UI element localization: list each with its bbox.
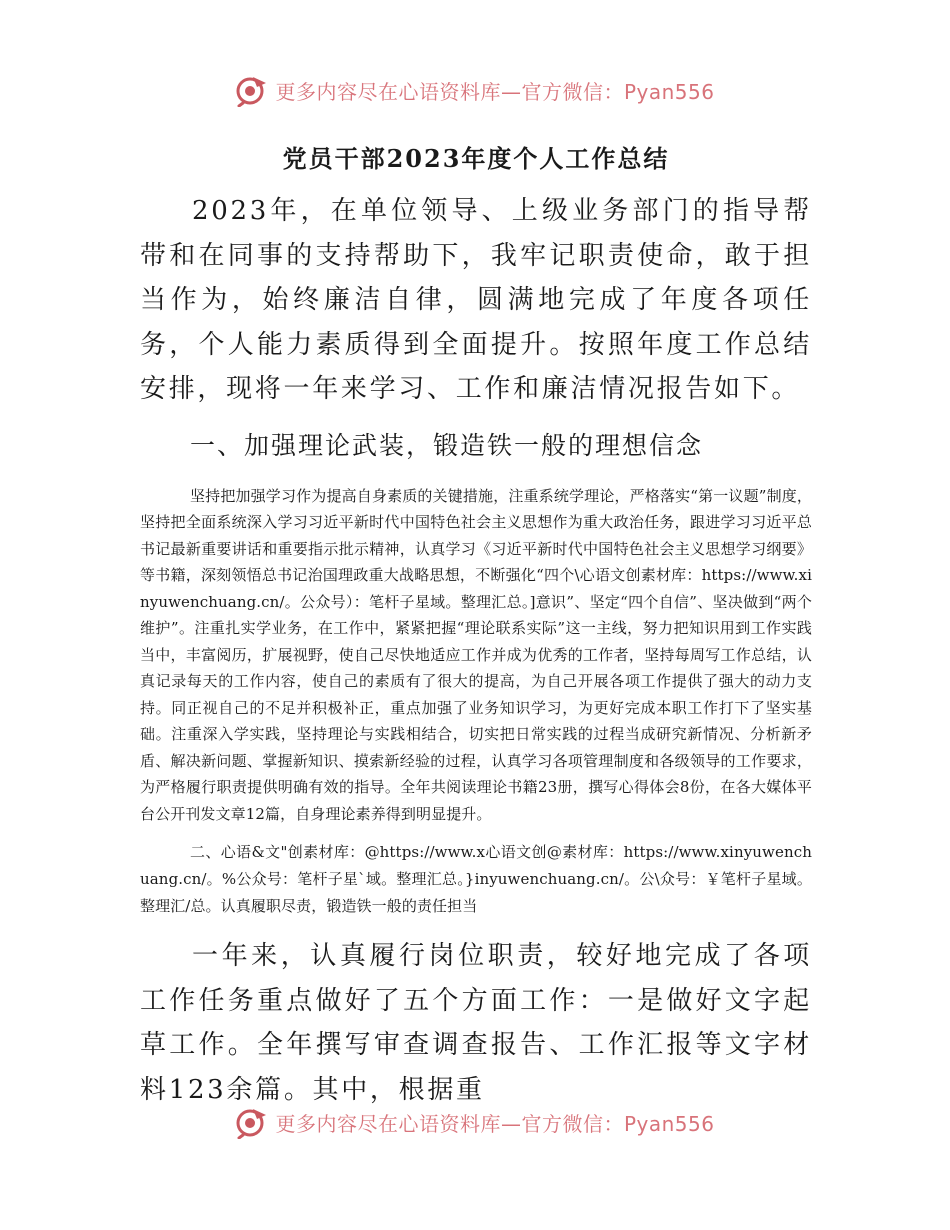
section2-body: 一年来，认真履行岗位职责，较好地完成了各项工作任务重点做好了五个方面工作：一是做好文字起草工作。全年撰写审查调查报告、工作汇报等文字材料123余篇。其中，根据重: [140, 941, 812, 1105]
document-title: 党员干部2023年度个人工作总结: [282, 144, 670, 173]
header-watermark-banner: [0, 70, 950, 110]
document-page: [140, 140, 812, 1112]
intro-paragraph: 2023年，在单位领导、上级业务部门的指导帮带和在同事的支持帮助下，我牢记职责使命，敢于担当作为，始终廉洁自律，圆满地完成了年度各项任务，个人能力素质得到全面提升。按照年度工作总结安排，现将一年来学习、工作和廉洁情况报告如下。: [140, 196, 812, 404]
footer-watermark-banner: [0, 1102, 950, 1142]
section2-heading: 二、心语&文"创素材库：@https://www.x心语文创@素材库：https://www.xinyuwenchuang.cn/。%公众号：笔杆子星`域。整理汇总。}inyuwenchuang.cn/。公\众号：￥笔杆子星域。整理汇/总。认真履职尽责，锻造铁一般的责任担当: [140, 843, 812, 915]
logo-icon: [235, 73, 269, 107]
logo-icon: [235, 1105, 269, 1139]
banner-text: 更多内容尽在心语资料库—官方微信：Pyan556: [275, 1111, 715, 1136]
banner-text: 更多内容尽在心语资料库—官方微信：Pyan556: [275, 79, 715, 104]
section1-body: 坚持把加强学习作为提高自身素质的关键措施，注重系统学理论，严格落实“第一议题”制度，坚持把全面系统深入学习习近平新时代中国特色社会主义思想作为重大政治任务，跟进学习习近平总书记最新重要讲话和重要指示批示精神，认真学习《习近平新时代中国特色社会主义思想学习纲要》等书籍，深刻领悟总书记治国理政重大战略思想，不断强化“四个\心语文创素材库：https://www.xinyuwenchuang.cn/。公众号）：笔杆子星域。整理汇总。]意识”、坚定“四个自信”、坚决做到“两个维护”。注重扎实学业务，在工作中，紧紧把握“理论联系实际”这一主线，努力把知识用到工作实践当中，丰富阅历，扩展视野，使自己尽快地适应工作并成为优秀的工作者，坚持每周写工作总结，认真记录每天的工作内容，使自己的素质有了很大的提高，为自己开展各项工作提供了强大的动力支持。同正视自己的不足并积极补正，重点加强了业务知识学习，为更好完成本职工作打下了坚实基础。注重深入学实践，坚持理论与实践相结合，切实把日常实践的过程当成研究新情况、分析新矛盾、解决新问题、掌握新知识、摸索新经验的过程，认真学习各项管理制度和各级领导的工作要求，为严格履行职责提供明确有效的指导。全年共阅读理论书籍23册，撰写心得体会8份，在各大媒体平台公开刊发文章12篇，自身理论素养得到明显提升。: [140, 486, 812, 823]
section1-heading: 一、加强理论武装，锻造铁一般的理想信念: [190, 430, 704, 460]
